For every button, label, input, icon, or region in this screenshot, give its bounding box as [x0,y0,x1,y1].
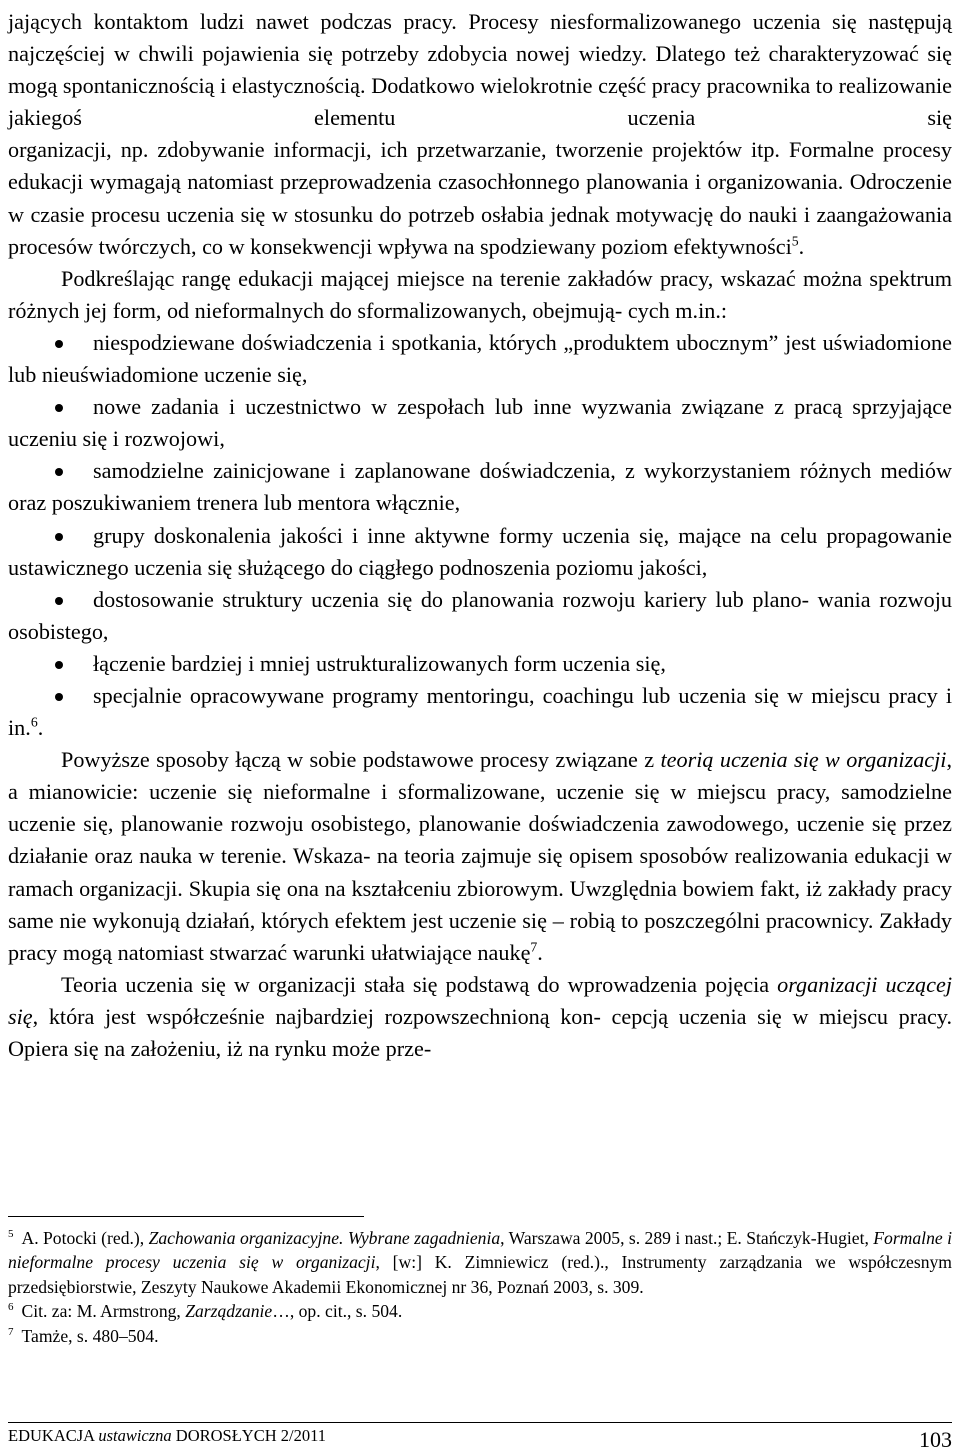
list-item: nowe zadania i uczestnictwo w zespołach lub inne wyzwania związane z pracą sprzyjające uczeniu się i rozwojowi, [8,394,952,452]
list-item: dostosowanie struktury uczenia się do planowania rozwoju kariery lub plano- wania rozwoju osobistego, [8,586,952,644]
paragraph-3: Powyższe sposoby łączą w sobie podstawowe procesy związane z teorią uczenia się w organizacji, a mianowicie: uczenie się nieformalne i sformalizowane, uczenie się w miejscu pracy, samodzielne uczenie się, planowanie rozwoju osobistego, planowanie doświadczenia zawodowego, uczenie się przez działanie oraz nauka w terenie. Wskaza- na teoria zajmuje się opisem sposobów realizowania edukacji w ramach organizacji. Skupia się ona na kształceniu zbiorowym. Uwzględnia bowiem fakt, iż zakłady pracy same nie wykonują działań, których efektem jest uczenie się – robią to poszczególni pracownicy. Zakłady pracy mogą natomiast stwarzać warunki ułatwiające naukę$^7$. [8,747,953,965]
bullet-icon [55,404,63,412]
list-item: niespodziewane doświadczenia i spotkania, których „produktem ubocznym” jest uświadomione lub nieuświadomione uczenie się, [8,329,952,388]
bullet-icon [55,340,63,348]
bullet-icon [55,533,63,541]
list-item: specjalnie opracowywane programy mentoringu, coachingu lub uczenia się w miejscu pracy i in.$^6$. [8,682,952,741]
footnote-ref-5: 5 [791,233,799,249]
bullet-icon [55,468,63,476]
bullet-icon [55,597,63,605]
list-item: grupy doskonalenia jakości i inne aktywne formy uczenia się, mające na celu propagowanie ustawicznego uczenia się służącego do ciągłego podnoszenia poziomu jakości, [8,522,953,580]
paragraph-4: Teoria uczenia się w organizacji stała się podstawą do wprowadzenia pojęcia organizacji uczącej się, która jest współcześnie najbardziej rozpowszechnioną kon- cepcją uczenia się w miejscu pracy. Opiera się na założeniu, iż na rynku może prze- [8,971,952,1061]
emphasis: teorią uczenia [660,747,788,773]
main-text [8,6,952,1065]
page-number: 103 [919,1427,952,1452]
list-item: samodzielne zainicjowane i zaplanowane doświadczenia, z wykorzystaniem różnych mediów oraz poszukiwaniem trenera lub mentora włącznie, [8,458,952,516]
emphasis: się w organizacji [794,747,947,773]
footnote-ref-7: 7 [530,939,538,955]
footnotes [8,1226,952,1348]
journal-title: EDUKACJA ustawiczna DOROSŁYCH 2/2011 [8,1426,326,1445]
emphasis: organizacji uczącej się [8,971,952,1029]
footnote-6: $^6$ Cit. za: M. Armstrong, Zarządzanie…, op. cit., s. 504. [8,1301,403,1322]
footnote-divider [8,1216,364,1217]
bullet-icon [55,693,63,701]
footnote-7: $^7$ Tamże, s. 480–504. [8,1325,159,1346]
bullet-icon [55,661,63,669]
footnote-5: $^5$ A. Potocki (red.), Zachowania organizacyjne. Wybrane zagadnienia, Warszawa 2005, s. 289 i nast.; E. Stańczyk-Hugiet, Formalne i nieformalne procesy uczenia się w organizacji, [w:] K. Zimniewicz (red.)., Instrumenty zarządzania we współczesnym przedsiębiorstwie, Zeszyty Naukowe Akademii Ekonomicznej nr 36, Poznań 2003, s. 309. [8,1228,952,1297]
document-page [8,0,952,1450]
list-item: łączenie bardziej i mniej ustrukturalizowanych form uczenia się, [8,648,952,680]
footnote-ref-6: 6 [30,714,38,730]
paragraph-2: Podkreślając rangę edukacji mającej miejsce na terenie zakładów pracy, wskazać można spektrum różnych jej form, od nieformalnych do sformalizowanych, obejmują- cych m.in.: [8,265,952,323]
paragraph-1: jających kontaktom ludzi nawet podczas pracy. Procesy niesformalizowanego uczenia się następują najczęściej w chwili pojawienia się potrzeby zdobycia nowej wiedzy. Dlatego też charakteryzować się mogą spontanicznością i elastycznością. Dodatkowo wielokrotnie część pracy pracownika to realizowanie jakiegoś elementu uczenia się organizacji, np. zdobywanie informacji, ich przetwarzanie, tworzenie projektów itp. Formalne procesy edukacji wymagają natomiast przeprowadzenia czasochłonnego planowania i organizowania. Odroczenie w czasie procesu uczenia się w stosunku do potrzeb osłabia jednak motywację do nauki i zaangażowania procesów twórczych, co w konsekwencji wpływa na spodziewany poziom efektywności$^5$. [8,9,953,259]
footer-divider [8,1422,952,1423]
page-footer [8,1424,952,1450]
